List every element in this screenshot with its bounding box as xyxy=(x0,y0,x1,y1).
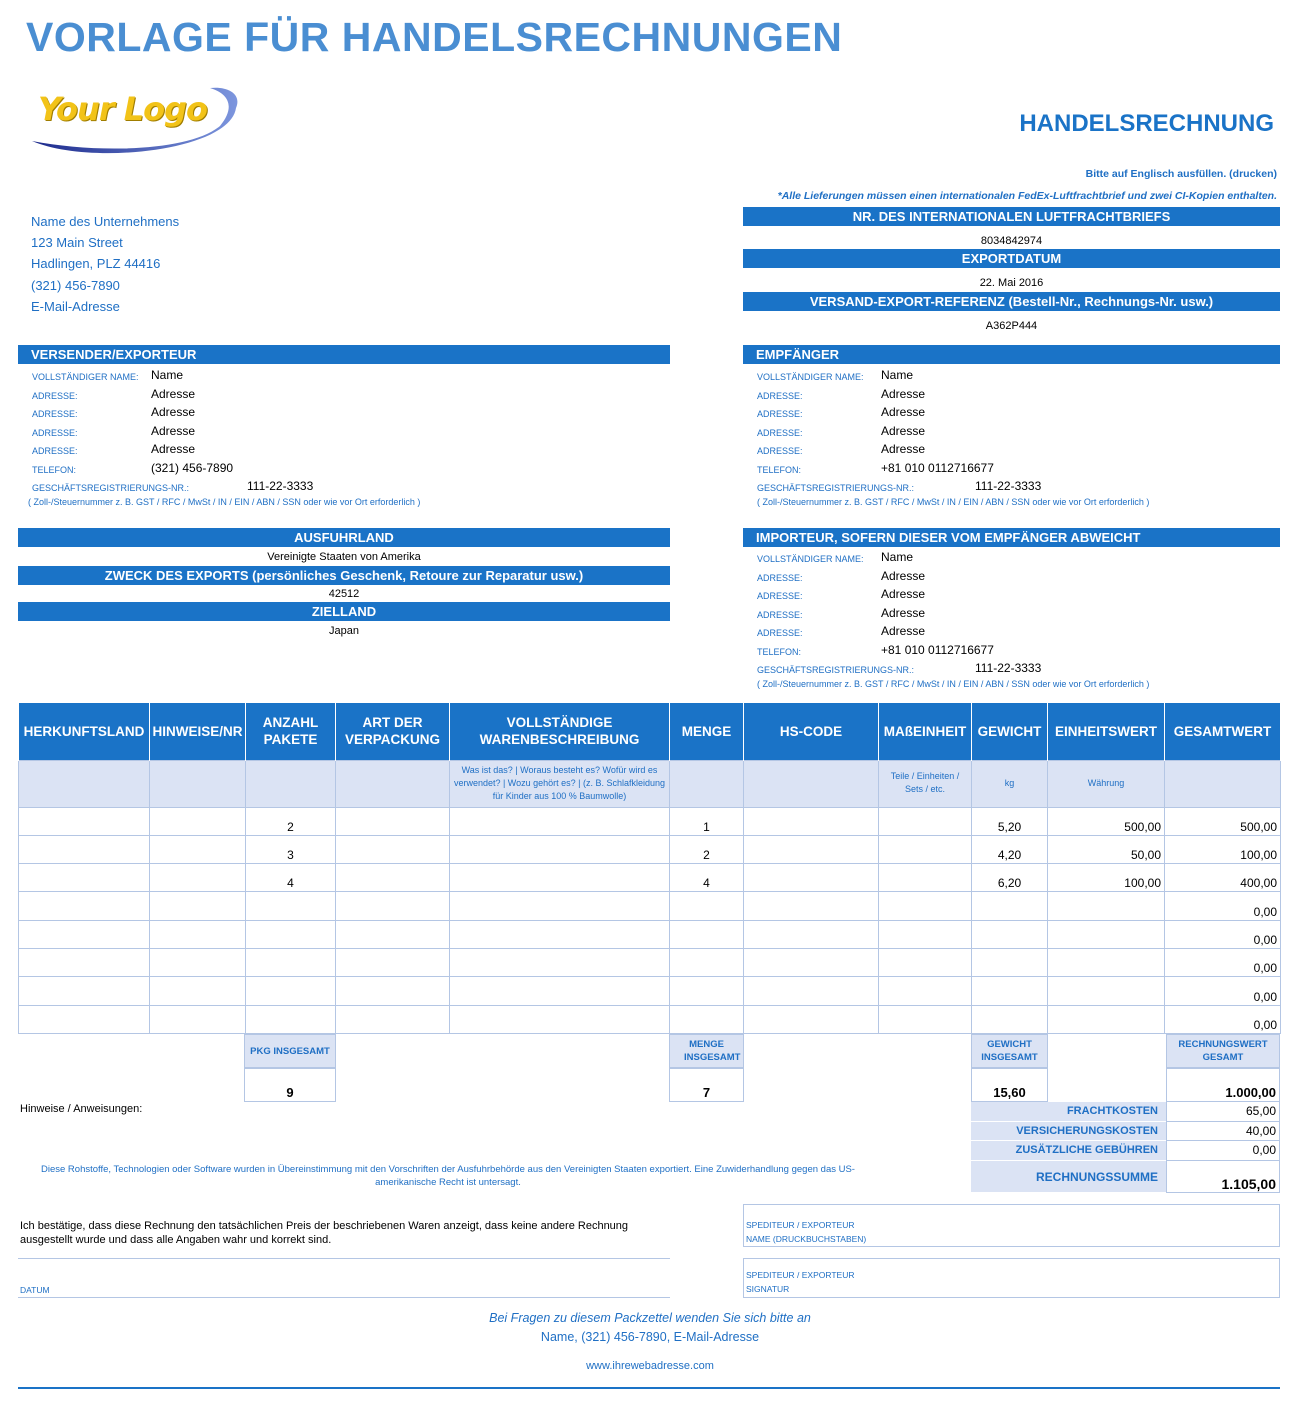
cell-weight[interactable]: 6,20 xyxy=(972,864,1048,892)
export-country-header: AUSFUHRLAND xyxy=(18,528,670,547)
cell-unit[interactable] xyxy=(879,920,972,948)
cell-marks[interactable] xyxy=(150,977,246,1005)
cell-weight[interactable]: 4,20 xyxy=(972,835,1048,863)
cell-weight[interactable] xyxy=(972,977,1048,1005)
cell-hs-code[interactable] xyxy=(744,864,879,892)
cell-hs-code[interactable] xyxy=(744,892,879,920)
shipper-reg-label: GESCHÄFTSREGISTRIERUNGS-NR.: xyxy=(32,483,190,493)
consignee-address-label: ADRESSE: xyxy=(757,390,803,401)
col-header-unit: MAßEINHEIT xyxy=(879,703,972,760)
cell-description[interactable] xyxy=(450,977,670,1005)
consignee-name-label: VOLLSTÄNDIGER NAME: xyxy=(757,372,864,382)
cell-packages[interactable] xyxy=(246,948,336,976)
cell-packages[interactable] xyxy=(246,977,336,1005)
cell-packaging[interactable] xyxy=(336,864,450,892)
cell-marks[interactable] xyxy=(150,892,246,920)
cell-total-value[interactable]: 0,00 xyxy=(1165,920,1281,948)
cell-origin[interactable] xyxy=(19,920,150,948)
cell-marks[interactable] xyxy=(150,920,246,948)
weight-total-label: GEWICHT INSGESAMT xyxy=(971,1034,1048,1068)
cell-unit-value[interactable]: 500,00 xyxy=(1048,807,1165,835)
cell-origin[interactable] xyxy=(19,864,150,892)
export-country-value[interactable]: Vereinigte Staaten von Amerika xyxy=(267,551,421,563)
export-date-header: EXPORTDATUM xyxy=(743,249,1280,268)
cell-total-value[interactable]: 0,00 xyxy=(1165,892,1281,920)
consignee-address-3[interactable]: Adresse xyxy=(881,423,926,438)
cell-marks[interactable] xyxy=(150,835,246,863)
cell-origin[interactable] xyxy=(19,807,150,835)
footer-divider xyxy=(18,1387,1280,1389)
cell-total-value[interactable]: 0,00 xyxy=(1165,977,1281,1005)
cell-marks[interactable] xyxy=(150,1005,246,1033)
importer-phone[interactable]: +81 010 0112716677 xyxy=(881,642,994,657)
cell-packages[interactable] xyxy=(246,920,336,948)
col-header-weight: GEWICHT xyxy=(972,703,1048,760)
col-header-unit-value: EINHEITSWERT xyxy=(1048,703,1165,760)
insurance-value[interactable]: 40,00 xyxy=(1166,1122,1280,1142)
cell-weight[interactable] xyxy=(972,948,1048,976)
cell-hs-code[interactable] xyxy=(744,920,879,948)
importer-name-label: VOLLSTÄNDIGER NAME: xyxy=(757,554,864,564)
cell-packaging[interactable] xyxy=(336,948,450,976)
hint-weight: kg xyxy=(972,760,1048,807)
hint-unit: Teile / Einheiten / Sets / etc. xyxy=(879,760,972,807)
col-header-packages: ANZAHL PAKETE xyxy=(246,703,336,760)
cell-description[interactable] xyxy=(450,864,670,892)
cell-unit-value[interactable] xyxy=(1048,977,1165,1005)
hint-cell xyxy=(744,760,879,807)
cell-hs-code[interactable] xyxy=(744,948,879,976)
page-title: VORLAGE FÜR HANDELSRECHNUNGEN xyxy=(26,14,843,60)
company-city: Hadlingen, PLZ 44416 xyxy=(31,256,161,272)
cell-unit[interactable] xyxy=(879,948,972,976)
cell-total-value[interactable]: 100,00 xyxy=(1165,835,1281,863)
shipper-phone[interactable]: (321) 456-7890 xyxy=(151,460,234,475)
export-date-value[interactable]: 22. Mai 2016 xyxy=(979,277,1044,289)
freight-label: FRACHTKOSTEN xyxy=(971,1102,1166,1122)
shipper-reg-note: ( Zoll-/Steuernummer z. B. GST / RFC / MwSt / IN / EIN / ABN / SSN oder wie vor Ort erforderlich ) xyxy=(28,497,421,507)
shipper-address-label: ADRESSE: xyxy=(32,409,78,419)
airwaybill-value[interactable]: 8034842974 xyxy=(980,235,1043,247)
cell-packaging[interactable] xyxy=(336,807,450,835)
weight-total-value: 15,60 xyxy=(971,1068,1048,1102)
importer-name[interactable]: Name xyxy=(881,550,914,564)
instructions-label: Hinweise / Anweisungen: xyxy=(20,1103,143,1115)
certification-text: Ich bestätige, dass diese Rechnung den tatsächlichen Preis der beschriebenen Waren anzeigt, dass keine andere Rechnung ausgestellt wurde und dass alle Angaben wahr und korrekt sind. xyxy=(20,1220,629,1246)
consignee-address-label: ADRESSE: xyxy=(757,409,803,419)
company-phone: (321) 456-7890 xyxy=(31,277,120,293)
cell-unit-value[interactable] xyxy=(1048,920,1165,948)
importer-phone-label: TELEFON: xyxy=(757,646,802,657)
importer-address-label: ADRESSE: xyxy=(757,572,803,583)
col-header-origin: HERKUNFTSLAND xyxy=(19,703,150,760)
export-ref-value[interactable]: A362P444 xyxy=(985,320,1038,332)
shipper-name-line2: NAME (DRUCKBUCHSTABEN) xyxy=(746,1234,867,1244)
export-purpose-header: ZWECK DES EXPORTS (persönliches Geschenk, Retoure zur Reparatur usw.) xyxy=(18,566,670,585)
cell-description[interactable] xyxy=(450,835,670,863)
cell-origin[interactable] xyxy=(19,892,150,920)
col-header-hs-code: HS-CODE xyxy=(744,703,879,760)
cell-hs-code[interactable] xyxy=(744,977,879,1005)
cell-packaging[interactable] xyxy=(336,1005,450,1033)
footer-contact: Name, (321) 456-7890, E-Mail-Adresse xyxy=(540,1330,760,1344)
importer-header: IMPORTEUR, SOFERN DIESER VOM EMPFÄNGER ABWEICHT xyxy=(743,528,1280,547)
cell-packages[interactable] xyxy=(246,1005,336,1033)
cell-origin[interactable] xyxy=(19,977,150,1005)
logo-text: Your Logo xyxy=(38,90,207,128)
cell-origin[interactable] xyxy=(19,948,150,976)
importer-address-3[interactable]: Adresse xyxy=(881,605,926,620)
cell-packages[interactable]: 2 xyxy=(246,807,336,835)
consignee-phone-label: TELEFON: xyxy=(757,464,802,475)
consignee-address-label: ADRESSE: xyxy=(757,427,803,438)
col-header-total-value: GESAMTWERT xyxy=(1165,703,1281,760)
consignee-address-2[interactable]: Adresse xyxy=(881,405,926,419)
shipper-address-4[interactable]: Adresse xyxy=(151,442,196,456)
cell-total-value[interactable]: 500,00 xyxy=(1165,807,1281,835)
table-hint-row xyxy=(19,760,1281,807)
cell-quantity[interactable] xyxy=(670,1005,744,1033)
importer-address-2[interactable]: Adresse xyxy=(881,587,926,601)
col-header-packaging: ART DER VERPACKUNG xyxy=(336,703,450,760)
consignee-reg-label: GESCHÄFTSREGISTRIERUNGS-NR.: xyxy=(757,483,915,493)
cell-description[interactable] xyxy=(450,1005,670,1033)
document-title: HANDELSRECHNUNG xyxy=(1019,110,1274,137)
shipper-name-field[interactable] xyxy=(743,1204,1280,1247)
shipper-header: VERSENDER/EXPORTEUR xyxy=(18,345,670,364)
export-notice: Diese Rohstoffe, Technologien oder Software wurden in Übereinstimmung mit den Vorschriften der Ausfuhrbehörde aus den Vereinigten Staaten exportiert. Eine Zuwiderhandlung gegen das US-amerikanische Recht ist untersagt. xyxy=(41,1164,855,1188)
shipper-phone-label: TELEFON: xyxy=(32,464,77,475)
cell-unit-value[interactable] xyxy=(1048,892,1165,920)
importer-address-4[interactable]: Adresse xyxy=(881,624,926,638)
consignee-reg-note: ( Zoll-/Steuernummer z. B. GST / RFC / MwSt / IN / EIN / ABN / SSN oder wie vor Ort erforderlich ) xyxy=(757,497,1150,507)
cell-total-value[interactable]: 400,00 xyxy=(1165,864,1281,892)
cell-total-value[interactable]: 0,00 xyxy=(1165,1005,1281,1033)
extra-fees-value[interactable]: 0,00 xyxy=(1166,1141,1280,1161)
date-field[interactable] xyxy=(18,1258,670,1298)
cell-weight[interactable] xyxy=(972,1005,1048,1033)
importer-reg-no[interactable]: 111-22-3333 xyxy=(975,661,1042,675)
cell-description[interactable] xyxy=(450,807,670,835)
shipper-address-3[interactable]: Adresse xyxy=(151,423,196,438)
cell-unit[interactable] xyxy=(879,864,972,892)
company-name: Name des Unternehmens xyxy=(31,214,180,229)
pkg-total-value: 9 xyxy=(244,1068,336,1102)
english-note: Bitte auf Englisch ausfüllen. (drucken) xyxy=(1085,168,1277,180)
importer-address-label: ADRESSE: xyxy=(757,591,803,601)
hint-cell xyxy=(670,760,744,807)
table-row xyxy=(19,977,1281,1005)
pkg-total-label: PKG INSGESAMT xyxy=(244,1034,336,1068)
cell-marks[interactable] xyxy=(150,948,246,976)
cell-quantity[interactable]: 4 xyxy=(670,864,744,892)
cell-packaging[interactable] xyxy=(336,920,450,948)
cell-total-value[interactable]: 0,00 xyxy=(1165,948,1281,976)
freight-value[interactable]: 65,00 xyxy=(1166,1102,1280,1122)
export-ref-header: VERSAND-EXPORT-REFERENZ (Bestell-Nr., Rechnungs-Nr. usw.) xyxy=(743,292,1280,311)
shipper-address-label: ADRESSE: xyxy=(32,446,78,456)
table-row xyxy=(19,835,1281,863)
company-street: 123 Main Street xyxy=(31,235,123,251)
cell-packaging[interactable] xyxy=(336,892,450,920)
cell-marks[interactable] xyxy=(150,864,246,892)
cell-quantity[interactable] xyxy=(670,948,744,976)
cell-origin[interactable] xyxy=(19,835,150,863)
shipper-name[interactable]: Name xyxy=(151,368,184,382)
invoice-total-value: 1.000,00 xyxy=(1166,1068,1280,1102)
hint-cell xyxy=(19,760,150,807)
table-row xyxy=(19,892,1281,920)
cell-hs-code[interactable] xyxy=(744,1005,879,1033)
table-row xyxy=(19,948,1281,976)
cell-weight[interactable]: 5,20 xyxy=(972,807,1048,835)
cell-unit[interactable] xyxy=(879,977,972,1005)
cell-quantity[interactable] xyxy=(670,892,744,920)
shipper-address-1[interactable]: Adresse xyxy=(151,386,196,401)
consignee-header: EMPFÄNGER xyxy=(743,345,1280,364)
cell-unit[interactable] xyxy=(879,835,972,863)
cell-description[interactable] xyxy=(450,892,670,920)
shipper-name-line1: SPEDITEUR / EXPORTEUR xyxy=(746,1220,855,1230)
cell-hs-code[interactable] xyxy=(744,807,879,835)
cell-packaging[interactable] xyxy=(336,977,450,1005)
importer-address-1[interactable]: Adresse xyxy=(881,568,926,583)
cell-unit-value[interactable] xyxy=(1048,948,1165,976)
consignee-address-4[interactable]: Adresse xyxy=(881,442,926,456)
cell-packages[interactable]: 3 xyxy=(246,835,336,863)
consignee-phone[interactable]: +81 010 0112716677 xyxy=(881,460,994,475)
signature-line1: SPEDITEUR / EXPORTEUR xyxy=(746,1270,855,1280)
company-logo xyxy=(30,86,245,158)
consignee-reg-no[interactable]: 111-22-3333 xyxy=(975,479,1042,493)
company-email: E-Mail-Adresse xyxy=(31,298,120,314)
cell-unit-value[interactable]: 100,00 xyxy=(1048,864,1165,892)
cell-packaging[interactable] xyxy=(336,835,450,863)
destination-header: ZIELLAND xyxy=(18,602,670,621)
importer-reg-label: GESCHÄFTSREGISTRIERUNGS-NR.: xyxy=(757,665,915,675)
cell-origin[interactable] xyxy=(19,1005,150,1033)
hint-cell xyxy=(336,760,450,807)
export-purpose-value[interactable]: 42512 xyxy=(328,588,360,600)
cell-weight[interactable] xyxy=(972,920,1048,948)
extra-fees-label: ZUSÄTZLICHE GEBÜHREN xyxy=(971,1141,1166,1161)
qty-total-label: MENGE INSGESAMT xyxy=(669,1034,744,1068)
cell-unit[interactable] xyxy=(879,807,972,835)
cell-description[interactable] xyxy=(450,920,670,948)
importer-address-label: ADRESSE: xyxy=(757,628,803,638)
insurance-label: VERSICHERUNGSKOSTEN xyxy=(971,1122,1166,1142)
grand-total-label: RECHNUNGSSUMME xyxy=(971,1161,1166,1193)
cell-quantity[interactable]: 2 xyxy=(670,835,744,863)
col-header-marks: HINWEISE/NR xyxy=(150,703,246,760)
qty-total-value: 7 xyxy=(669,1068,744,1102)
cell-hs-code[interactable] xyxy=(744,835,879,863)
cell-description[interactable] xyxy=(450,948,670,976)
consignee-address-1[interactable]: Adresse xyxy=(881,386,926,401)
grand-total-value: 1.105,00 xyxy=(1166,1161,1280,1193)
hint-currency: Währung xyxy=(1048,760,1165,807)
consignee-name[interactable]: Name xyxy=(881,368,914,382)
table-header-row xyxy=(19,703,1281,760)
footer-question: Bei Fragen zu diesem Packzettel wenden Sie sich bitte an xyxy=(489,1311,811,1325)
cell-quantity[interactable] xyxy=(670,920,744,948)
fedex-note: *Alle Lieferungen müssen einen internationalen FedEx-Luftfrachtbrief und zwei CI-Kopien enthalten. xyxy=(777,190,1277,202)
shipper-name-label: VOLLSTÄNDIGER NAME: xyxy=(32,372,139,382)
invoice-total-label: RECHNUNGSWERT GESAMT xyxy=(1166,1034,1280,1068)
cell-marks[interactable] xyxy=(150,807,246,835)
cell-quantity[interactable] xyxy=(670,977,744,1005)
table-row xyxy=(19,1005,1281,1033)
hint-description: Was ist das? | Woraus besteht es? Wofür wird es verwendet? | Wozu gehört es? | (z. B. Schlafkleidung für Kinder aus 100 % Baumwolle) xyxy=(450,760,670,807)
importer-address-label: ADRESSE: xyxy=(757,609,803,620)
col-header-description: VOLLSTÄNDIGE WARENBESCHREIBUNG xyxy=(450,703,670,760)
signature-line2: SIGNATUR xyxy=(746,1284,790,1294)
table-row xyxy=(19,864,1281,892)
importer-reg-note: ( Zoll-/Steuernummer z. B. GST / RFC / MwSt / IN / EIN / ABN / SSN oder wie vor Ort erforderlich ) xyxy=(757,679,1150,689)
cell-unit[interactable] xyxy=(879,892,972,920)
cell-weight[interactable] xyxy=(972,892,1048,920)
hint-cell xyxy=(246,760,336,807)
shipper-address-2[interactable]: Adresse xyxy=(151,405,196,419)
company-block xyxy=(31,211,179,317)
destination-value[interactable]: Japan xyxy=(329,625,359,637)
shipper-signature-field[interactable] xyxy=(743,1258,1280,1298)
cell-quantity[interactable]: 1 xyxy=(670,807,744,835)
cell-unit-value[interactable] xyxy=(1048,1005,1165,1033)
cell-packages[interactable]: 4 xyxy=(246,864,336,892)
airwaybill-header: NR. DES INTERNATIONALEN LUFTFRACHTBRIEFS xyxy=(743,207,1280,226)
table-row xyxy=(19,807,1281,835)
date-label: DATUM xyxy=(20,1285,50,1295)
consignee-address-label: ADRESSE: xyxy=(757,446,803,456)
shipper-address-label: ADRESSE: xyxy=(32,390,78,401)
items-table xyxy=(18,703,1281,1034)
cell-unit[interactable] xyxy=(879,1005,972,1033)
cell-packages[interactable] xyxy=(246,892,336,920)
footer-website[interactable]: www.ihrewebadresse.com xyxy=(586,1360,714,1372)
table-row xyxy=(19,920,1281,948)
hint-cell xyxy=(1165,760,1281,807)
cell-unit-value[interactable]: 50,00 xyxy=(1048,835,1165,863)
shipper-address-label: ADRESSE: xyxy=(32,427,78,438)
hint-cell xyxy=(150,760,246,807)
col-header-quantity: MENGE xyxy=(670,703,744,760)
shipper-reg-no[interactable]: 111-22-3333 xyxy=(247,479,314,493)
